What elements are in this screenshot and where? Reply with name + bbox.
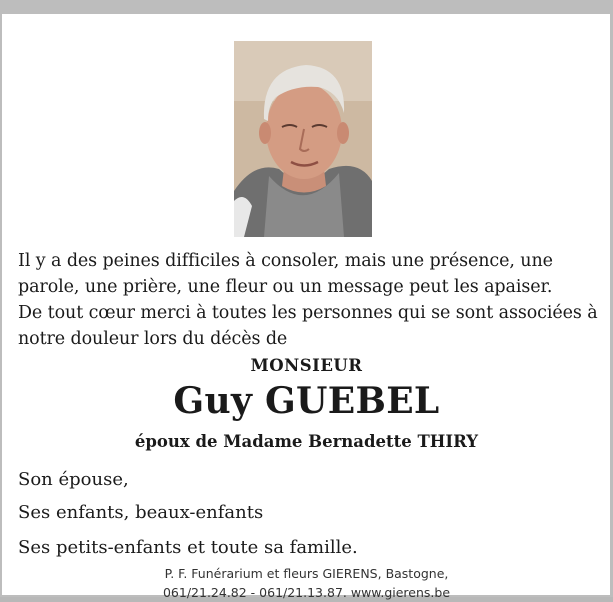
funeral-home-name: P. F. Funérarium et fleurs GIERENS, Bastogne,: [164, 566, 449, 581]
portrait-photo: [234, 41, 372, 237]
honorific: MONSIEUR: [250, 356, 363, 375]
family-line: Ses petits-enfants et toute sa famille.: [18, 537, 358, 558]
portrait-illustration: [234, 41, 372, 237]
family-line: Ses enfants, beaux-enfants: [18, 502, 264, 523]
thanks-paragraph: De tout cœur merci à toutes les personnes qui se sont associées à notre douleur lors du décès de: [18, 303, 598, 349]
intro-paragraph: Il y a des peines difficiles à consoler, mais une présence, une parole, une prière, une fleur ou un message peut les apaiser.: [18, 251, 553, 297]
deceased-name: Guy GUEBEL: [173, 380, 440, 422]
spouse-line: époux de Madame Bernadette THIRY: [134, 432, 479, 451]
funeral-home-contact: 061/21.24.82 - 061/21.13.87. www.gierens.be: [162, 585, 451, 600]
family-line: Son épouse,: [18, 469, 129, 490]
